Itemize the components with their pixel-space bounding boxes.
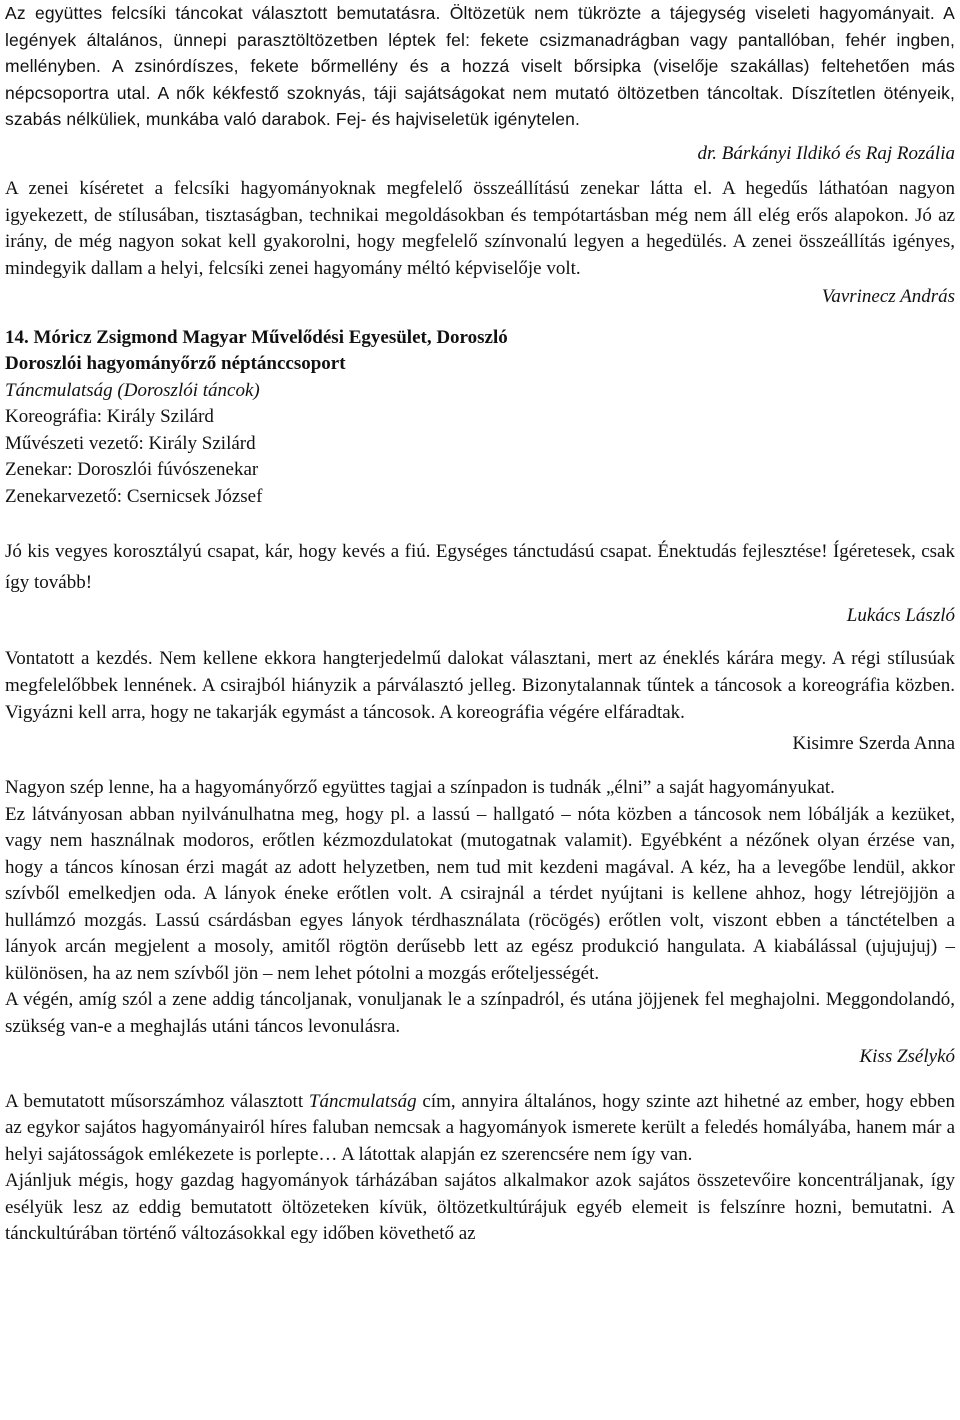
- document-page: [5, 0, 955, 1248]
- entry-art-director: Művészeti vezető: Király Szilárd: [5, 432, 256, 454]
- costume-review: [5, 0, 955, 133]
- review-final-paragraph-1: [5, 1089, 955, 1169]
- costume-review-signature: dr. Bárkányi Ildikó és Raj Rozália: [697, 142, 955, 164]
- entry-band-leader: Zenekarvezető: Csernicsek József: [5, 485, 263, 507]
- review-lukacs-paragraph: Jó kis vegyes korosztályú csapat, kár, hogy kevés a fiú. Egységes tánctudású csapat. Énektudás fejlesztése! Ígéretesek, csak így tovább!: [5, 541, 955, 593]
- entry-info: [5, 325, 955, 511]
- review-kiss-paragraph-2: Ez látványosan abban nyilvánulhatna meg, hogy pl. a lassú – hallgató – nóta közben a táncosok nem lóbálják a kezüket, vagy nem használnak modoros, erőtlen kézmozdulatokat (mutogatnak valamit). Egyébként a nézőnek olyan érzése van, hogy a táncos kínosan érzi magát az adott helyzetben, nem tud mit kezdeni magával. A kéz, ha a levegőbe lendül, akkor szívből emelkedjen oda. A lányok éneke erőtlen volt. A csirajnál a térdet nyújtani is kellene ahhoz, hogy létrejöjjön a hullámzó mozgás. Lassú csárdásban egyes lányok térdhasználata (röcögés) erőtlen volt, viszont ebben a tánctételben a lányok arcán megjelent a mosoly, amitől rögtön derűsebb lett az egész produkció hangulata. A kiabálással (ujujujuj) – különösen, ha az nem szívből jön – nem lehet pótolni a mozgás erőteljességét.: [5, 803, 955, 984]
- review-kiss-paragraph-3: A végén, amíg szól a zene addig táncoljanak, vonuljanak le a színpadról, és utána jöjjenek fel meghajolni. Meggondolandó, szükség van-e a meghajlás utáni táncos levonulásra.: [5, 989, 955, 1037]
- review-lukacs-signature: Lukács László: [846, 605, 955, 626]
- entry-band: Zenekar: Doroszlói fúvószenekar: [5, 459, 259, 480]
- review-kiss-signature: Kiss Zsélykó: [859, 1046, 955, 1067]
- entry-heading: 14. Móricz Zsigmond Magyar Művelődési Egyesület, Doroszló: [5, 326, 508, 348]
- entry-title: Táncmulatság (Doroszlói táncok): [5, 379, 260, 401]
- music-review: [5, 176, 955, 311]
- review-kisimre-paragraph: Vontatott a kezdés. Nem kellene ekkora hangterjedelmű dalokat választani, mert az éneklés kárára megy. A régi stílusúak megfelelőbbek lennének. A csirajból hiányzik a párválasztó jelleg. Bizonytalannak tűntek a táncosok a koreográfia közben. Vigyázni kell arra, hogy ne takarják egymást a táncosok. A koreográfia végére elfáradtak.: [5, 648, 955, 723]
- entry-group-name: Doroszlói hagyományőrző néptánccsoport: [5, 353, 346, 374]
- music-review-signature: Vavrinecz András: [821, 286, 955, 307]
- review-final: [5, 1089, 955, 1248]
- costume-review-paragraph: Az együttes felcsíki táncokat választott bemutatásra. Öltözetük nem tükrözte a tájegység viseleti hagyományait. A legények általános, ünnepi parasztöltözetben léptek fel: fekete csizmanadrágban vagy pantallóban, fehér ingben, mellényben. A zsinórdíszes, fekete bőrmellény és a hozzá viselt bőrsipka (viselője szakállas) feltehetően más népcsoportra utal. A nők kékfestő szoknyás, táji sajátságokat nem mutató öltözetben táncoltak. Díszítetlen ötényeik, szabás nélküliek, munkába való darabok. Fej- és hajviseletük igénytelen.: [5, 3, 955, 129]
- music-review-paragraph: A zenei kíséretet a felcsíki hagyományoknak megfelelő összeállítású zenekar látta el. A hegedűs láthatóan nagyon igyekezett, de stílusában, tisztaságban, technikai megoldásokban és tempótartásban még nem áll elég erős alapokon. Jó az irány, de még nagyon sokat kell gyakorolni, hogy megfelelő színvonalú legyen a hegedülés. A zenei összeállítás igényes, mindegyik dallam a helyi, felcsíki zenei hagyomány méltó képviselője volt.: [5, 178, 955, 279]
- review-kiss-paragraph-1: Nagyon szép lenne, ha a hagyományőrző együttes tagjai a színpadon is tudnák „élni” a saját hagyományukat.: [5, 777, 835, 798]
- review-kisimre: [5, 645, 955, 757]
- review-final-program-title: Táncmulatság: [308, 1090, 417, 1112]
- review-final-paragraph-1-end: cím, annyira általános, hogy szinte azt hihetné az ember, hogy ebben az egykor sajátos hagyományairól híres faluban nemcsak a hagyományok ismerete került a feledés homályába, hanem már a helyi sajátosságok emlékezete is porlepte… A látottak alapján ez szerencsére nem így van.: [5, 1090, 955, 1165]
- review-kiss: [5, 775, 955, 1071]
- review-lukacs: [5, 536, 955, 631]
- review-final-paragraph-2: Ajánljuk mégis, hogy gazdag hagyományok tárházában sajátos alkalmakor azok sajátos összetevőire koncentráljanak, így esélyük lesz az eddig bemutatott öltözeteken kívük, öltözetkultúrájuk egyéb elemeit is felszínre hozni, bemutatni. A tánckultúrában történő változásokkal egy időben követhető az: [5, 1170, 955, 1244]
- entry-choreography: Koreográfia: Király Szilárd: [5, 406, 214, 427]
- review-kisimre-signature: Kisimre Szerda Anna: [792, 733, 955, 754]
- review-final-paragraph-1-start: A bemutatott műsorszámhoz választott: [5, 1090, 309, 1112]
